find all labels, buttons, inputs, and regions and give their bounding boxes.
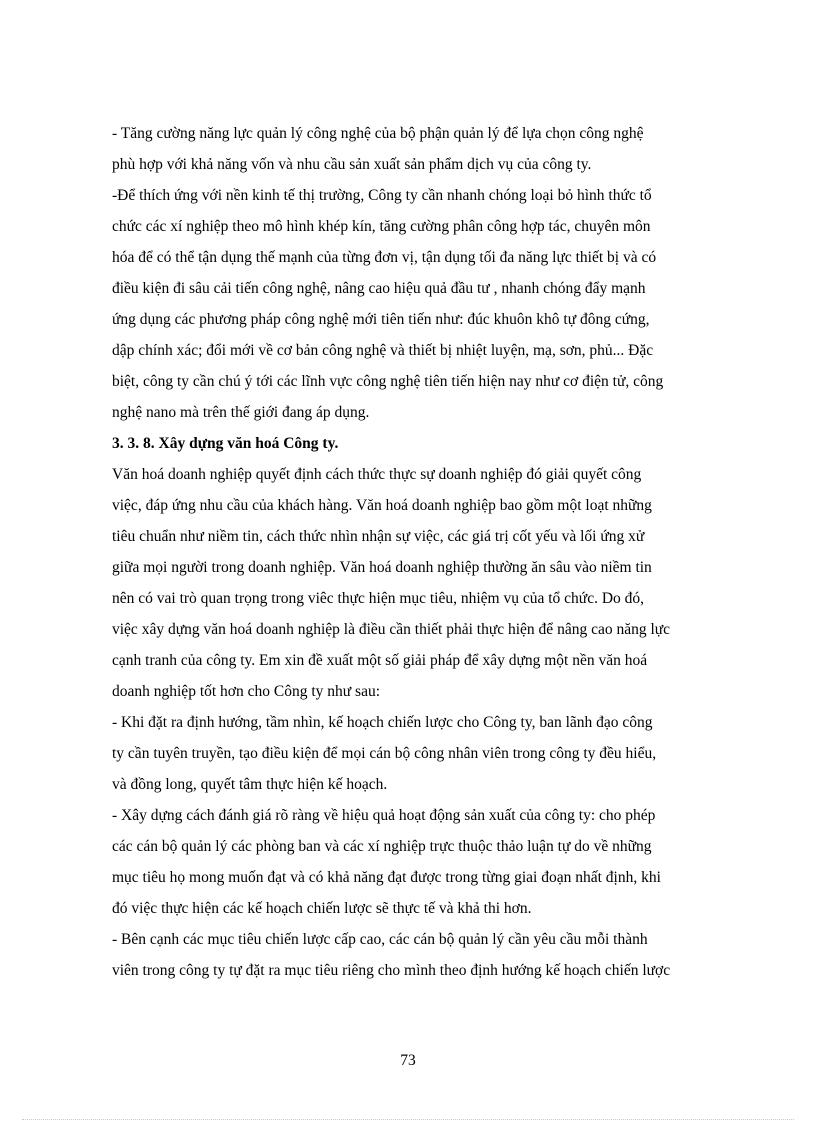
paragraph-line: ứng dụng các phương pháp công nghệ mới tiên tiến như: đúc khuôn khô tự đông cứng, <box>112 311 650 328</box>
paragraph-line: viên trong công ty tự đặt ra mục tiêu riêng cho mình theo định hướng kế hoạch chiến lược <box>112 962 671 979</box>
paragraph-line: doanh nghiệp tốt hơn cho Công ty như sau: <box>112 683 381 700</box>
page-number: 73 <box>400 1052 416 1069</box>
paragraph-line: ty cần tuyên truyền, tạo điều kiện để mọi cán bộ công nhân viên trong công ty đều hiểu, <box>112 745 657 762</box>
paragraph-line: điều kiện đi sâu cải tiến công nghệ, nâng cao hiệu quả đầu tư , nhanh chóng đẩy mạnh <box>112 280 646 297</box>
paragraph-line: nên có vai trò quan trọng trong viêc thực hiện mục tiêu, nhiệm vụ của tổ chức. Do đó, <box>112 590 645 607</box>
paragraph-line: - Tăng cường năng lực quản lý công nghệ của bộ phận quản lý để lựa chọn công nghệ <box>112 125 644 142</box>
paragraph-line: và đồng long, quyết tâm thực hiện kế hoạch. <box>112 776 388 793</box>
paragraph-line: biệt, công ty cần chú ý tới các lĩnh vực công nghệ tiên tiến hiện nay như cơ điện tử, công <box>112 373 664 390</box>
paragraph-line: Văn hoá doanh nghiệp quyết định cách thức thực sự doanh nghiệp đó giải quyết công <box>112 466 642 483</box>
paragraph-line: dập chính xác; đổi mới về cơ bản công nghệ và thiết bị nhiệt luyện, mạ, sơn, phủ... Đặc <box>112 342 654 359</box>
paragraph-line: giữa mọi người trong doanh nghiệp. Văn hoá doanh nghiệp thường ăn sâu vào niềm tin <box>112 559 652 576</box>
paragraph-line: - Khi đặt ra định hướng, tầm nhìn, kế hoạch chiến lược cho Công ty, ban lãnh đạo công <box>112 714 653 731</box>
body-text <box>112 118 744 986</box>
page-bottom-divider <box>22 1119 794 1120</box>
paragraph-line: -Để thích ứng với nền kinh tế thị trường, Công ty cần nhanh chóng loại bỏ hình thức tổ <box>112 187 652 204</box>
paragraph-line: việc, đáp ứng nhu cầu của khách hàng. Văn hoá doanh nghiệp bao gồm một loạt những <box>112 497 652 514</box>
paragraph-line: tiêu chuẩn như niềm tin, cách thức nhìn nhận sự việc, các giá trị cốt yếu và lối ứng xử <box>112 528 645 545</box>
paragraph-line: cạnh tranh của công ty. Em xin đề xuất một số giải pháp để xây dựng một nền văn hoá <box>112 652 648 669</box>
section-heading: 3. 3. 8. Xây dựng văn hoá Công ty. <box>112 435 339 452</box>
paragraph-line: hóa để có thể tận dụng thế mạnh của từng đơn vị, tận dụng tối đa năng lực thiết bị và có <box>112 249 657 266</box>
paragraph-line: chức các xí nghiệp theo mô hình khép kín, tăng cường phân công hợp tác, chuyên môn <box>112 218 651 235</box>
paragraph-line: việc xây dựng văn hoá doanh nghiệp là điều cần thiết phải thực hiện để nâng cao năng lực <box>112 621 671 638</box>
paragraph-line: phù hợp với khả năng vốn và nhu cầu sản xuất sản phẩm dịch vụ của công ty. <box>112 156 592 173</box>
paragraph-line: - Bên cạnh các mục tiêu chiến lược cấp cao, các cán bộ quản lý cần yêu cầu mỗi thành <box>112 931 648 948</box>
paragraph-line: nghệ nano mà trên thế giới đang áp dụng. <box>112 404 370 421</box>
paragraph-line: - Xây dựng cách đánh giá rõ ràng về hiệu quả hoạt động sản xuất của công ty: cho phép <box>112 807 656 824</box>
paragraph-line: mục tiêu họ mong muốn đạt và có khả năng đạt được trong từng giai đoạn nhất định, khi <box>112 869 661 886</box>
paragraph-line: các cán bộ quản lý các phòng ban và các xí nghiệp trực thuộc thảo luận tự do về những <box>112 838 652 855</box>
paragraph-line: đó việc thực hiện các kế hoạch chiến lược sẽ thực tế và khả thi hơn. <box>112 900 532 917</box>
